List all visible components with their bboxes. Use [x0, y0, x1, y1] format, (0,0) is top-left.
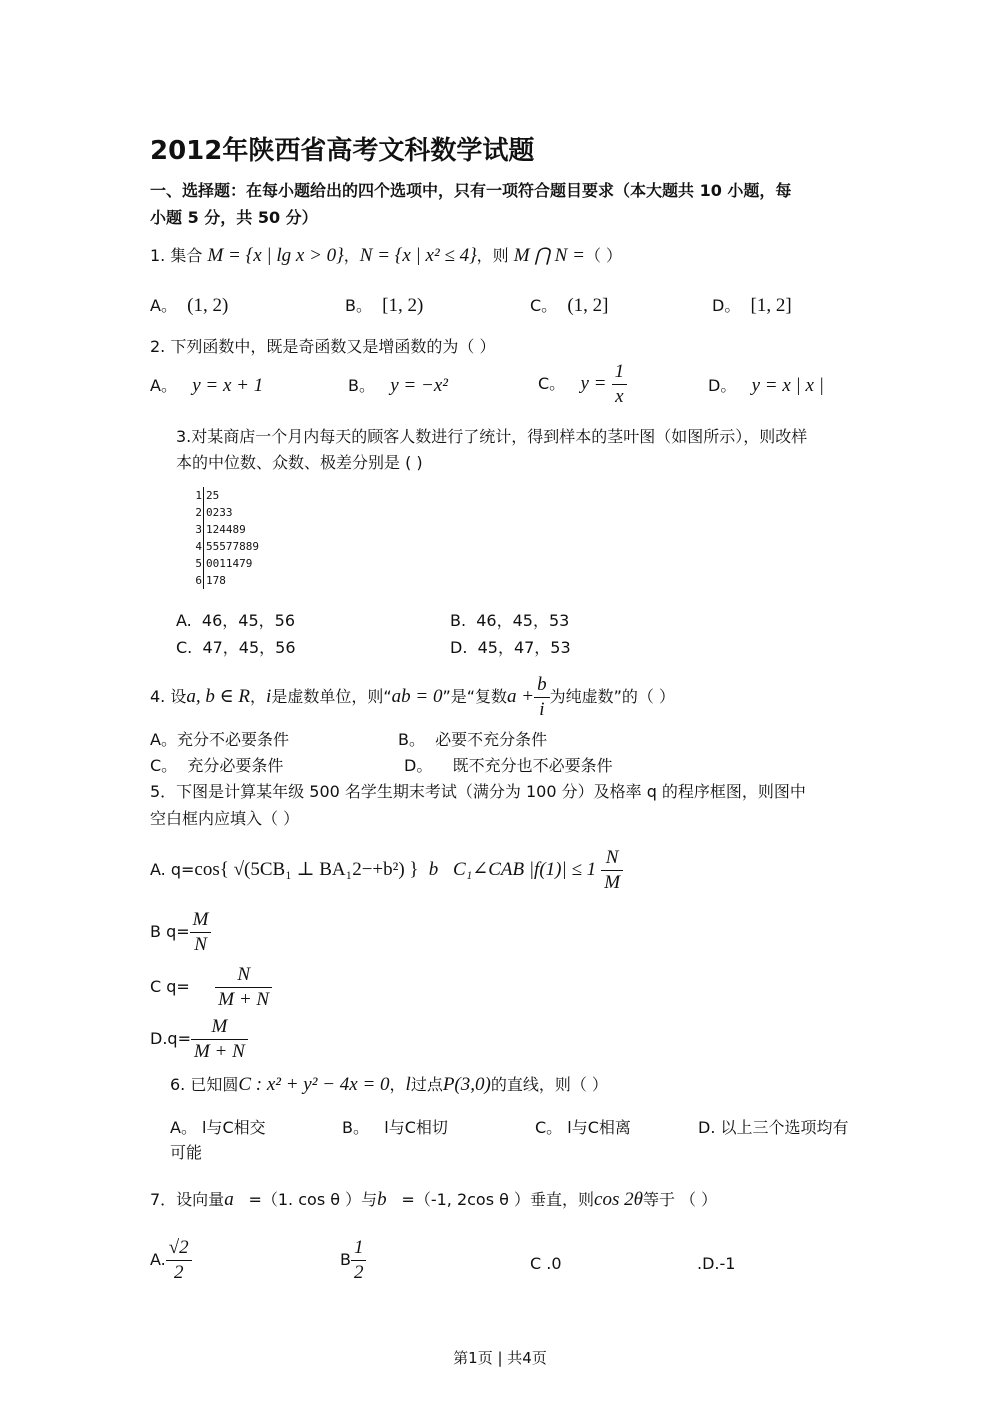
option-label: D。	[404, 756, 433, 775]
leaves: 0011479	[206, 557, 253, 570]
q7-option-b	[340, 1236, 366, 1285]
q4-stem-a: 4. 设	[150, 687, 187, 706]
q1-sep: ，	[343, 246, 360, 265]
fraction	[191, 1015, 248, 1064]
option-label: A。	[150, 296, 177, 315]
q6-option-d-continued: 可能	[170, 1143, 203, 1162]
option-value: 以上三个选项均有	[720, 1118, 849, 1137]
stem-leaf-row	[192, 555, 259, 572]
option-label: B。	[342, 1118, 369, 1137]
option-label: B。	[398, 730, 425, 749]
q6-stem-b: ，	[389, 1075, 406, 1094]
q3-option-d	[450, 635, 571, 658]
q6-point: P(3,0)	[442, 1074, 491, 1095]
question-5-line2: 空白框内应填入（ ）	[150, 809, 300, 828]
q3-option-a	[176, 608, 295, 631]
q5-option-d	[150, 1015, 248, 1064]
fraction	[351, 1236, 367, 1285]
q7-stem-a: 7．设向量	[150, 1190, 225, 1209]
fraction	[190, 908, 212, 957]
q1-set-m: M = {x | lg x > 0}	[207, 245, 344, 266]
section-heading-line2: 小题 5 分，共 50 分）	[150, 208, 318, 227]
q6-circle: C : x² + y² − 4x = 0	[238, 1074, 390, 1095]
stem: 3	[192, 521, 204, 538]
section-heading-line1: 一、选择题：在每小题给出的四个选项中，只有一项符合题目要求（本大题共 10 小题，每	[150, 181, 792, 200]
question-5-line1: 5．下图是计算某年级 500 名学生期末考试（满分为 100 分）及格率 q 的程序框图，则图中	[150, 782, 806, 801]
option-value: 充分必要条件	[187, 756, 284, 775]
q4-expr: a +	[507, 686, 535, 707]
page-footer: 第1页 | 共4页	[453, 1349, 547, 1367]
question-3-line1: 3.对某商店一个月内每天的顾客人数进行了统计，得到样本的茎叶图（如图所示），则改样	[176, 427, 808, 446]
q1-stem: 1. 集合	[150, 246, 208, 265]
numerator: 1	[351, 1236, 367, 1261]
denominator: i	[539, 699, 545, 720]
option-value: (1, 2)	[187, 295, 229, 316]
option-value: 充分不必要条件	[176, 730, 289, 749]
fraction	[612, 360, 628, 409]
option-label: B。	[348, 376, 375, 395]
option-label: C.	[176, 638, 193, 657]
stem-leaf-row	[192, 521, 259, 538]
question-6	[170, 1072, 608, 1096]
q1-option-a	[150, 293, 228, 317]
option-label: C。	[535, 1118, 563, 1137]
q2-option-d	[708, 373, 824, 397]
q1-option-c	[530, 293, 609, 317]
option-label: A。	[170, 1118, 197, 1137]
stem-leaf-row	[192, 572, 259, 589]
denominator: M + N	[218, 989, 270, 1010]
q1-option-b	[345, 293, 423, 317]
denominator: 2	[353, 1262, 364, 1283]
leaves: 0233	[206, 506, 233, 519]
option-value: l与C相交	[202, 1118, 266, 1137]
q6-option-a	[170, 1115, 266, 1138]
q3-option-c	[176, 635, 296, 658]
q4-stem-b: ，	[250, 687, 267, 706]
q7-option-a	[150, 1236, 192, 1285]
q2-option-c	[538, 360, 627, 409]
leaves: 178	[206, 574, 226, 587]
stem-leaf-row	[192, 487, 259, 504]
option-value: y =	[580, 373, 607, 394]
option-label: A.	[176, 611, 192, 630]
q1-paren: （ ）	[584, 246, 623, 265]
option-value: 46，45，56	[201, 611, 296, 630]
q7-option-d: .D.-1	[697, 1254, 736, 1273]
option-value: l与C相离	[567, 1118, 631, 1137]
numerator: M	[191, 1015, 248, 1040]
option-label: C。	[150, 756, 178, 775]
fraction	[166, 1236, 192, 1285]
q1-set-n: N = {x | x² ≤ 4}	[359, 245, 477, 266]
leaves: 55577889	[206, 540, 259, 553]
option-value: y = x | x |	[751, 375, 824, 396]
q5-option-a	[150, 846, 623, 895]
option-label: B。	[345, 296, 372, 315]
q7-option-c: C .0	[530, 1254, 562, 1273]
fraction	[601, 846, 623, 895]
option-label: D.	[698, 1118, 716, 1137]
q4-stem-e: 为纯虚数”的（ ）	[549, 687, 676, 706]
q4-option-c	[150, 753, 283, 776]
stem: 6	[192, 572, 204, 589]
q7-vector-a: a⃗	[224, 1189, 249, 1210]
q6-option-d	[698, 1115, 849, 1138]
option-value: (1, 2]	[567, 295, 609, 316]
stem-leaf-row	[192, 538, 259, 555]
option-value: [1, 2)	[382, 295, 424, 316]
numerator: b	[534, 673, 550, 698]
option-value: y = −x²	[390, 375, 448, 396]
q6-stem-c: 过点	[410, 1075, 443, 1094]
stem: 4	[192, 538, 204, 555]
option-value: [1, 2]	[750, 295, 792, 316]
q7-stem-b: =（1. cos θ ）与	[248, 1190, 378, 1209]
q4-stem-d: ”是“复数	[442, 687, 508, 706]
q7-stem-c: =（-1, 2cos θ ）垂直，则	[401, 1190, 595, 1209]
stem-leaf-plot	[192, 487, 259, 589]
stem: 2	[192, 504, 204, 521]
leaves: 124489	[206, 523, 246, 536]
option-label: C。	[530, 296, 558, 315]
question-4	[150, 673, 675, 722]
option-value: 46，45，53	[476, 611, 570, 630]
q3-option-b	[450, 608, 569, 631]
question-3-line2: 本的中位数、众数、极差分别是 ( )	[176, 453, 423, 472]
option-label: A. q=	[150, 860, 195, 879]
q6-option-b	[342, 1115, 448, 1138]
option-label: D.	[450, 638, 468, 657]
fraction	[215, 963, 272, 1012]
option-label: A。	[150, 730, 177, 749]
denominator: x	[615, 386, 624, 407]
stem: 1	[192, 487, 204, 504]
denominator: N	[194, 934, 207, 955]
q6-line: l	[405, 1074, 411, 1095]
q1-option-d	[712, 293, 792, 317]
option-label: B	[340, 1250, 351, 1269]
q1-expr: M ⋂ N =	[513, 245, 585, 266]
stem-leaf-row	[192, 504, 259, 521]
q4-stem-c: 是虚数单位，则“	[271, 687, 392, 706]
numerator: 1	[612, 360, 628, 385]
option-label: D.q=	[150, 1029, 191, 1048]
q2-option-a	[150, 373, 263, 397]
numerator: M	[190, 908, 212, 933]
fraction	[534, 673, 550, 722]
option-label: B.	[450, 611, 467, 630]
denominator: M + N	[193, 1041, 245, 1062]
question-7	[150, 1187, 717, 1211]
q6-stem-d: 的直线，则（ ）	[490, 1075, 608, 1094]
q7-stem-d: 等于 （ ）	[642, 1190, 718, 1209]
q1-stem-b: ，则	[476, 246, 514, 265]
option-label: A.	[150, 1250, 166, 1269]
option-value: y = x + 1	[192, 375, 264, 396]
option-value: 45，47，53	[477, 638, 571, 657]
q5-option-c	[150, 963, 272, 1012]
q7-vector-b: b⃗	[377, 1189, 402, 1210]
stem: 5	[192, 555, 204, 572]
q4-vars: a, b ∈ R	[186, 686, 251, 707]
option-label: B q=	[150, 922, 190, 941]
option-expr: cos{ √(5CB₁ ⊥ BA₁2−+b²) }	[194, 859, 419, 880]
q4-cond: ab = 0	[391, 686, 443, 707]
option-label: D。	[708, 376, 737, 395]
numerator: N	[601, 846, 623, 871]
option-label: A。	[150, 376, 177, 395]
page-title: 2012年陕西省高考文科数学试题	[150, 136, 535, 166]
q5-option-b	[150, 908, 211, 957]
numerator: N	[215, 963, 272, 988]
q4-i: i	[266, 686, 272, 707]
denominator: 2	[173, 1262, 184, 1283]
q4-option-a	[150, 727, 289, 750]
option-value: 47，45，56	[202, 638, 296, 657]
option-label: C q=	[150, 977, 190, 996]
option-value: 必要不充分条件	[435, 730, 548, 749]
q4-option-b	[398, 727, 547, 750]
q6-option-c	[535, 1115, 631, 1138]
option-label: D。	[712, 296, 741, 315]
denominator: M	[604, 872, 621, 893]
numerator: √2	[166, 1236, 192, 1261]
option-value: l与C相切	[384, 1118, 448, 1137]
option-value: 既不充分也不必要条件	[452, 756, 613, 775]
option-label: C。	[538, 374, 566, 393]
leaves: 25	[206, 489, 220, 502]
q6-stem-a: 6. 已知圆	[170, 1075, 239, 1094]
option-expr-tail: b⃗C₁∠CAB |f(1)| ≤ 1	[428, 859, 597, 880]
question-2: 2. 下列函数中，既是奇函数又是增函数的为（ ）	[150, 337, 496, 356]
question-1	[150, 243, 622, 267]
q4-option-d	[404, 753, 613, 776]
q7-expr: cos 2θ	[594, 1189, 643, 1210]
q2-option-b	[348, 373, 448, 397]
